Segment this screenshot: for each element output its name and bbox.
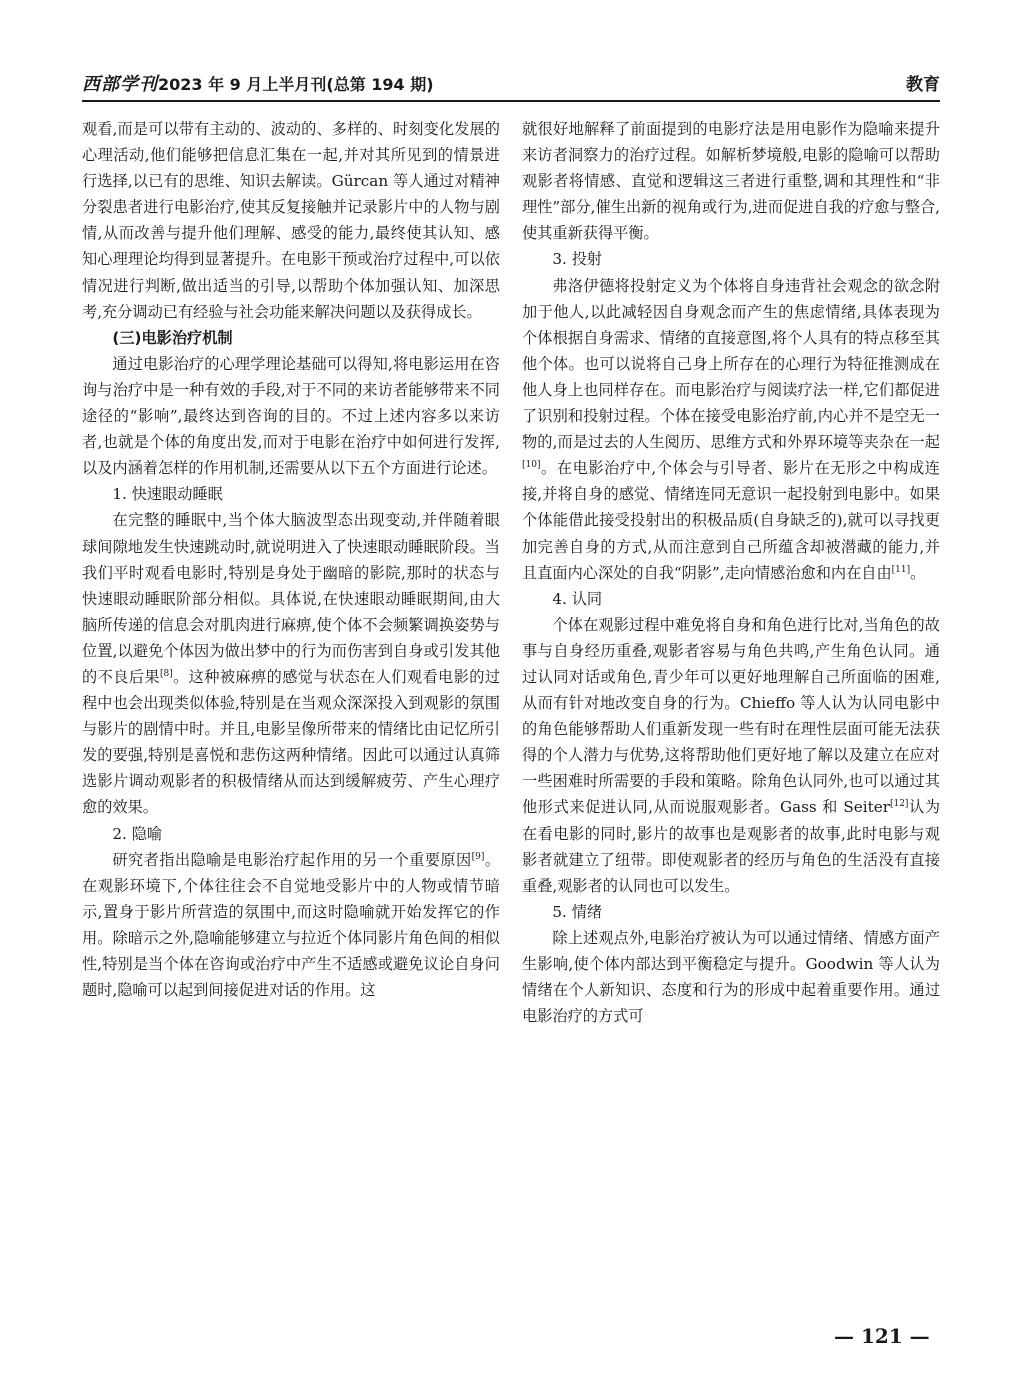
paragraph	[82, 507, 500, 820]
text-run: 弗洛伊德将投射定义为个体将自身违背社会观念的欲念附加于他人,以此减轻因自身观念而产生的焦虑情绪,具体表现为个体根据自身需求、情绪的直接意图,将个人具有的特点移至其他个体。也可以说将自己身上所存在的心理行为特征推测成在他人身上也同样存在。而电影治疗与阅读疗法一样,它们都促进了识别和投射过程。个体在接受电影治疗前,内心并不是空无一物的,而是过去的人生阅历、思维方式和外界环境等夹杂在一起	[522, 276, 940, 452]
journal-logo: 西部学刊	[82, 74, 158, 95]
paragraph	[82, 847, 500, 1004]
section-heading: (三)电影治疗机制	[112, 328, 233, 347]
left-column	[82, 116, 500, 1003]
text-run: 认为在看电影的同时,影片的故事也是观影者的故事,此时电影与观影者就建立了纽带。即使观影者的经历与角色的生活没有直接重叠,观影者的认同也可以发生。	[522, 798, 941, 895]
text-run: 。在观影环境下,个体往往会不自觉地受影片中的人物或情节暗示,置身于影片所营造的氛围中,而这时隐喻就开始发挥它的作用。除暗示之外,隐喻能够建立与拉近个体同影片角色间的相似性,特别是当个体在咨询或治疗中产生不适感或避免议论自身问题时,隐喻可以起到间接促进对话的作用。这	[82, 850, 501, 1000]
text-run: 。这种被麻痹的感觉与状态在人们观看电影的过程中也会出现类似体验,特别是在当观众深深投入到观影的氛围与影片的剧情中时。并且,电影呈像所带来的情绪比由记忆所引发的要强,特别是喜悦和悲伤这两种情绪。因此可以通过认真筛选影片调动观影者的积极情绪从而达到缓解疲劳、产生心理疗愈的效果。	[82, 667, 501, 817]
text-run: 个体在观影过程中难免将自身和角色进行比对,当角色的故事与自身经历重叠,观影者容易与角色共鸣,产生角色认同。通过认同对话或角色,青少年可以更好地理解自己所面临的困难,从而有针对地改变自身的行为。Chieffo 等人认为认同电影中的角色能够帮助人们重新发现一些有时在理性层面可能无法获得的个人潜力与优势,这将帮助他们更好地了解以及建立在应对一些困难时所需要的手段和策略。除角色认同外,也可以通过其他形式来促进认同,从而说服观影者。Gass 和 Seiter	[522, 615, 940, 817]
citation: [8]	[159, 668, 173, 679]
paragraph: 观看,而是可以带有主动的、波动的、多样的、时刻变化发展的心理活动,他们能够把信息汇集在一起,并对其所见到的情景进行选择,以已有的思维、知识去解读。Gürcan 等人通过对精神分裂患者进行电影治疗,使其反复接触并记录影片中的人物与剧情,从而改善与提升他们理解、感受的能力,最终使其认知、感知心理理论均得到显著提升。在电影干预或治疗过程中,可以依情况进行判断,做出适当的引导,以帮助个体加强认知、加深思考,充分调动已有经验与社会功能来解决问题以及获得成长。	[82, 120, 500, 321]
right-column	[522, 116, 940, 1029]
subsection-heading: 5. 情绪	[552, 902, 603, 921]
text-run: 。	[910, 563, 926, 582]
subsection-heading: 4. 认同	[552, 589, 603, 608]
citation: [9]	[471, 851, 485, 862]
paragraph	[522, 612, 940, 899]
citation: [11]	[891, 564, 911, 575]
text-run: 在完整的睡眠中,当个体大脑波型态出现变动,并伴随着眼球间隙地发生快速跳动时,就说明进入了快速眼动睡眠阶段。当我们平时观看电影时,特别是身处于幽暗的影院,那时的状态与快速眼动睡眠阶部分相似。具体说,在快速眼动睡眠期间,由大脑所传递的信息会对肌肉进行麻痹,使个体不会频繁调换姿势与位置,以避免个体因为做出梦中的行为而伤害到自身或引发其他的不良后果	[82, 511, 500, 686]
section-name: 教育	[906, 75, 940, 95]
paragraph: 就很好地解释了前面提到的电影疗法是用电影作为隐喻来提升来访者洞察力的治疗过程。如解析梦境般,电影的隐喻可以帮助观影者将情感、直觉和逻辑这三者进行重整,调和其理性和“非理性”部分,催生出新的视角或行为,进而促进自我的疗愈与整合,使其重新获得平衡。	[522, 120, 940, 243]
paragraph	[522, 273, 940, 586]
subsection-heading: 2. 隐喻	[112, 824, 163, 843]
text-run: 。在电影治疗中,个体会与引导者、影片在无形之中构成连接,并将自身的感觉、情绪连同无意识一起投射到电影中。如果个体能借此接受投射出的积极品质(自身缺乏的),就可以寻找更加完善自身的方式,从而注意到自己所蕴含却被潜藏的能力,并且直面内心深处的自我“阴影”,走向情感治愈和内在自由	[522, 459, 940, 582]
citation: [10]	[522, 460, 541, 471]
paragraph: 除上述观点外,电影治疗被认为可以通过情绪、情感方面产生影响,使个体内部达到平衡稳定与提升。Goodwin 等人认为情绪在个人新知识、态度和行为的形成中起着重要作用。通过电影治疗的方式可	[522, 928, 940, 1026]
paragraph: 通过电影治疗的心理学理论基础可以得知,将电影运用在咨询与治疗中是一种有效的手段,对于不同的来访者能够带来不同途径的“影响”,最终达到咨询的目的。不过上述内容多以来访者,也就是个体的角度出发,而对于电影在治疗中如何进行发挥,以及内涵着怎样的作用机制,还需要从以下五个方面进行论述。	[82, 354, 500, 478]
text-run: 研究者指出隐喻是电影治疗起作用的另一个重要原因	[112, 850, 472, 869]
running-header	[82, 72, 940, 102]
subsection-heading: 3. 投射	[552, 250, 603, 269]
page-number: — 121 —	[834, 1324, 930, 1348]
journal-issue: 2023 年 9 月上半月刊(总第 194 期)	[158, 75, 434, 94]
subsection-heading: 1. 快速眼动睡眠	[112, 485, 223, 504]
citation: [12]	[889, 799, 909, 810]
